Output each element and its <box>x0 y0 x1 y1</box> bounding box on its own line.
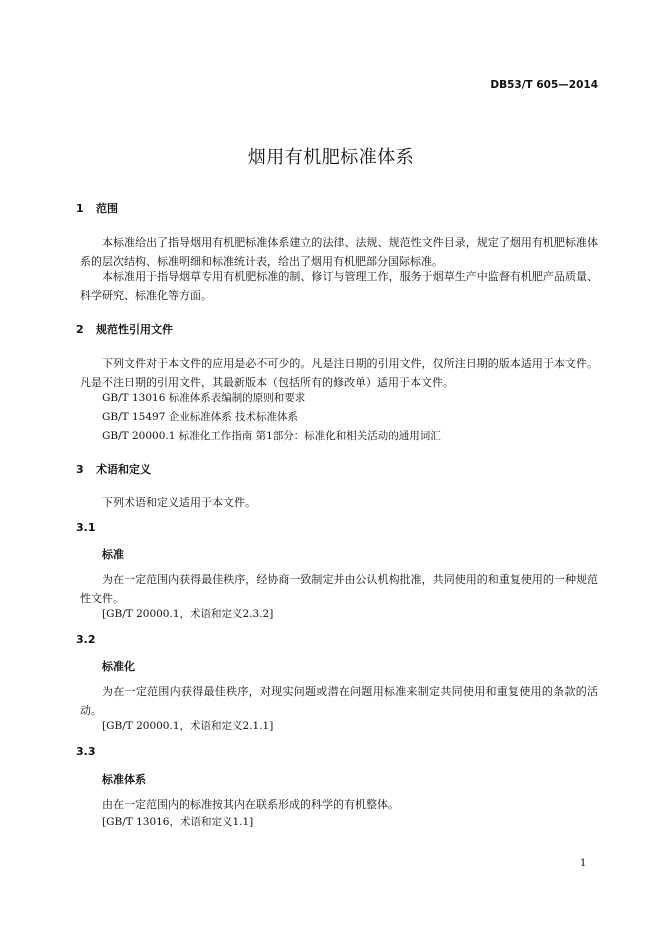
term-name: 标准化 <box>102 660 135 673</box>
section-1-paragraph-2: 本标准用于指导烟草专用有机肥标准的制、修订与管理工作，服务于烟草生产中监督有机肥产品质量、科学研究、标准化等方面。 <box>80 270 598 302</box>
term-definition: 由在一定范围内的标准按其内在联系形成的科学的有机整体。 <box>102 798 399 811</box>
term-source: [GB/T 20000.1，术语和定义2.3.2] <box>102 608 274 620</box>
section-3-paragraph-1: 下列术语和定义适用于本文件。 <box>102 496 256 509</box>
term-source: [GB/T 20000.1，术语和定义2.1.1] <box>102 720 274 732</box>
section-title: 范围 <box>96 202 118 215</box>
section-title: 术语和定义 <box>96 463 151 476</box>
section-title: 规范性引用文件 <box>96 323 173 336</box>
term-name: 标准 <box>102 548 124 561</box>
term-number: 3.3 <box>76 745 96 758</box>
section-number: 2 <box>76 323 84 336</box>
standard-code: DB53/T 605—2014 <box>490 79 598 91</box>
section-2-paragraph-1: 下列文件对于本文件的应用是必不可少的。凡是注日期的引用文件，仅所注日期的版本适用于本文件。凡是不注日期的引用文件，其最新版本（包括所有的修改单）适用于本文件。 <box>80 357 598 389</box>
section-3-heading <box>76 461 151 477</box>
term-number: 3.1 <box>76 521 96 534</box>
section-1-heading <box>76 200 118 216</box>
term-name: 标准体系 <box>102 773 146 786</box>
reference-item: GB/T 20000.1 标准化工作指南 第1部分：标准化和相关活动的通用词汇 <box>102 430 441 442</box>
document-title: 烟用有机肥标准体系 <box>247 147 415 168</box>
term-definition: 为在一定范围内获得最佳秩序，对现实问题或潜在问题用标准来制定共同使用和重复使用的条款的活动。 <box>80 685 598 717</box>
section-number: 3 <box>76 463 84 476</box>
section-1-paragraph-1: 本标准给出了指导烟用有机肥标准体系建立的法律、法规、规范性文件目录，规定了烟用有机肥标准体系的层次结构、标准明细和标准统计表，给出了烟用有机肥部分国际标准。 <box>80 236 598 268</box>
reference-item: GB/T 15497 企业标准体系 技术标准体系 <box>102 411 299 423</box>
term-definition: 为在一定范围内获得最佳秩序，经协商一致制定并由公认机构批准，共同使用的和重复使用的一种规范性文件。 <box>80 573 598 605</box>
term-number: 3.2 <box>76 633 96 646</box>
reference-item: GB/T 13016 标准体系表编制的原则和要求 <box>102 392 306 404</box>
term-source: [GB/T 13016，术语和定义1.1] <box>102 816 254 828</box>
section-number: 1 <box>76 202 84 215</box>
page-number: 1 <box>580 858 587 869</box>
section-2-heading <box>76 321 173 337</box>
